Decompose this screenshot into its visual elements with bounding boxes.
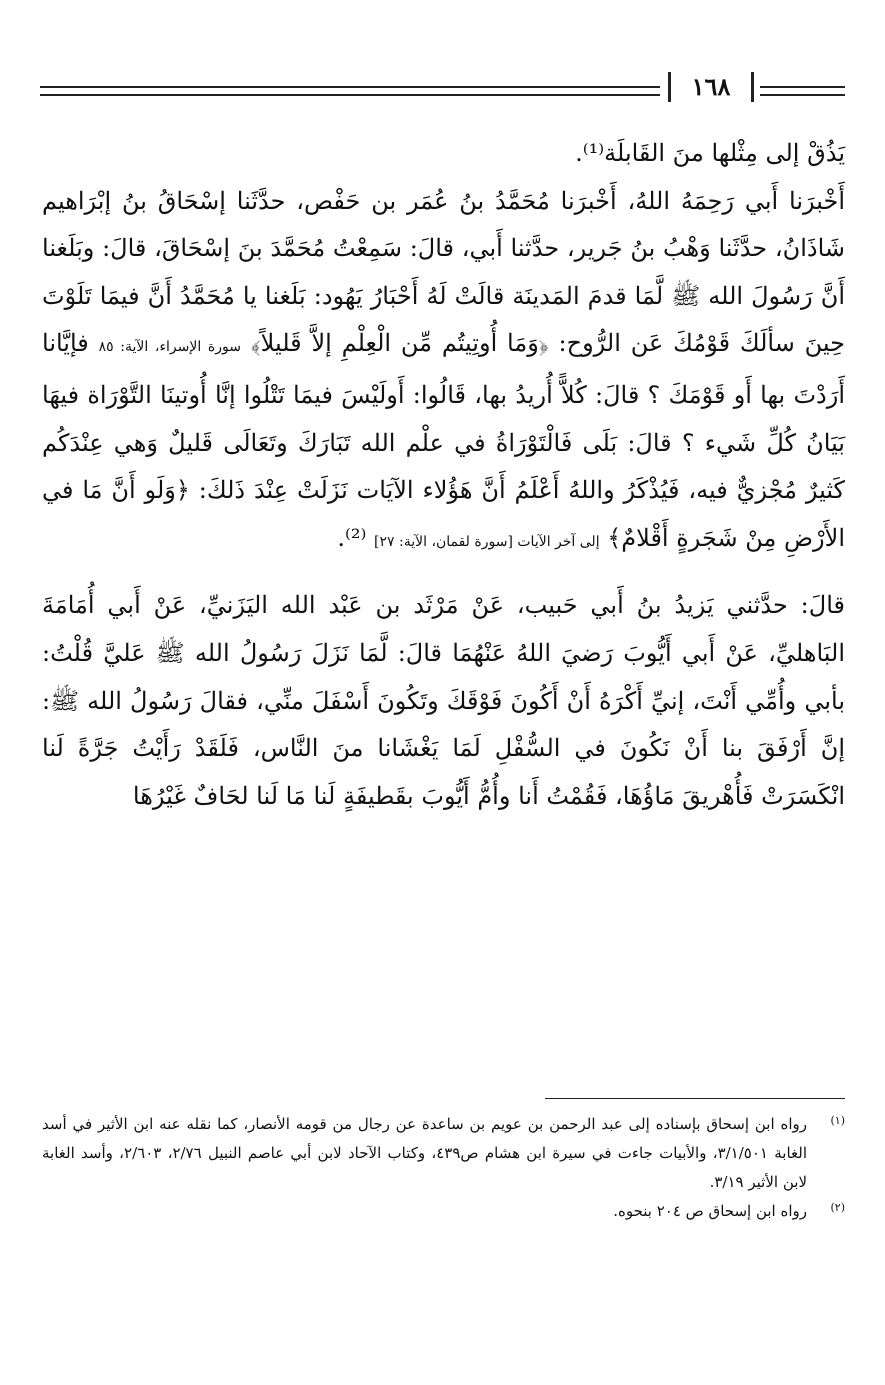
footnote — [42, 1197, 845, 1226]
footnote-separator — [545, 1098, 845, 1099]
footnote-text: رواه ابن إسحاق ص ٢٠٤ بنحوه. — [613, 1202, 807, 1220]
text-line: فإيَّانا أَرَدْتَ بها أَو قَوْمَكَ ؟ قالَ: كُلاًّ أُريدُ بها، قَالُوا: أَولَيْسَ فيمَا — [42, 329, 845, 409]
text-line: وبَلَغنا أَنَّ رَسُولَ الله ﷺ لَّمَا قدمَ المَدينَة قالَتْ لَهُ أَحْبَارُ يَهُود: بَلَغنا يا مُحَمَّدُ أَنَّ فيمَا — [42, 234, 845, 310]
page-header — [40, 70, 845, 106]
paragraph-2 — [42, 178, 845, 567]
footnotes — [42, 1110, 845, 1226]
text-line: وتَعَالَى قَليلٌ وَهي عِنْدَكُم كَثيرٌ مُجْزيٌّ فيه، فَيُذْكَرُ واللهُ أَعْلَمُ أَنَّ هَؤُلاء الآيَات — [42, 428, 845, 505]
text-line: تَتْلُوا إنَّا أُوتينَا التَّوْرَاة فيهَا بَيَانُ كُلِّ شَيء ؟ قالَ: بَلَى فَالْتَوْرَاةُ في علْم الله تَبَارَكَ — [42, 380, 845, 457]
text-line: تَلَوْتَ حِينَ سألَكَ قَوْمُكَ عَن الرُّوح: ﴿وَمَا أُوتِيتُم مِّن الْعِلْمِ إلاَّ قَليلاً﴾ — [42, 281, 846, 358]
text-line: أَخْبرَنا أَبي رَحِمَهُ اللهُ، أَخْبرَنا مُحَمَّدُ بنُ عُمَر بن حَفْص، حدَّثَنا إسْحَاقُ بنُ إبْرَاهيم — [42, 186, 845, 215]
footnote-number: (١) — [830, 1114, 845, 1127]
paragraph-3: قالَ: حدَّثني يَزيدُ بنُ أَبي حَبيب، عَنْ مَرْثَد بن عَبْد الله اليَزَنيِّ، عَنْ أَبي أُمَامَةَ البَاهليِّ، عَنْ أَبي أَيُّوبَ رَضيَ اللهُ عَنْهُمَا قالَ: لَّمَا نَزَلَ رَسُولُ الله ﷺ عَليَّ قُلْتُ: بأبي وأُمِّي أَنْتَ، إنيِّ أَكْرَهُ أَنْ أَكُونَ فَوْقَكَ وتَكُونَ أَسْفَلَ منِّي، فقالَ رَسُولُ الله ﷺ: إنَّ أَرْفَقَ بنا أَنْ نَكُونَ في السُّفْلِ لَمَا يَغْشَانا منَ النَّاس، فَلَقَدْ رَأَيْتُ جَرَّةً لَنا انْكَسَرَتْ فَأُهْريقَ مَاؤُهَا، فَقُمْتُ أَنا وأُمُّ أَيُّوبَ بقَطيفَةٍ لَنا مَا لَنا لحَافٌ غَيْرُهَا — [42, 591, 845, 810]
page-number-box — [668, 70, 754, 102]
text-line: شَاذَانُ، حدَّثَنا وَهْبُ بنُ جَرير، حدَّثنا أَبي، قالَ: سَمِعْتُ مُحَمَّدَ بنَ إسْحَاقَ، قالَ: — [102, 234, 845, 263]
page-number-bar-right — [751, 72, 754, 102]
footnote-number: (٢) — [830, 1201, 845, 1214]
quran-reference: سورة الإسراء، الآية: ٨٥ — [98, 339, 241, 356]
header-rule-left — [40, 86, 660, 96]
footnote — [42, 1110, 845, 1197]
footnote-text: رواه ابن إسحاق بإسناده إلى عبد الرحمن بن عويم بن ساعدة عن رجال من قومه الأنصار، كما نقله عنه ابن الأثير في أسد الغابة ٣/١/٥٠١، والأبيات جاءت في سيرة ابن هشام ص٤٣٩، وكتاب الآحاد لابن أبي عاصم النبيل ٢/٧٦، ٢/٦٠٣، وأسد الغابة لابن الأثير ٣/١٩. — [42, 1115, 807, 1191]
quran-reference: إلى آخر الآيات [سورة لقمان، الآية: ٢٧] — [374, 533, 600, 550]
page-number: ١٦٨ — [691, 72, 731, 101]
footnote-marker: ⁽²⁾. — [337, 523, 367, 552]
header-rule-right — [760, 86, 845, 96]
paragraph-1: يَذُقْ إلى مِثْلها منَ القَابلَة⁽¹⁾. — [575, 139, 845, 167]
text-line: نَزَلَتْ عِنْدَ ذَلكَ: ﴿وَلَو أَنَّ مَا في الأَرْضِ مِنْ شَجَرةٍ أَقْلامٌ﴾ — [42, 476, 845, 552]
main-text — [42, 130, 845, 820]
